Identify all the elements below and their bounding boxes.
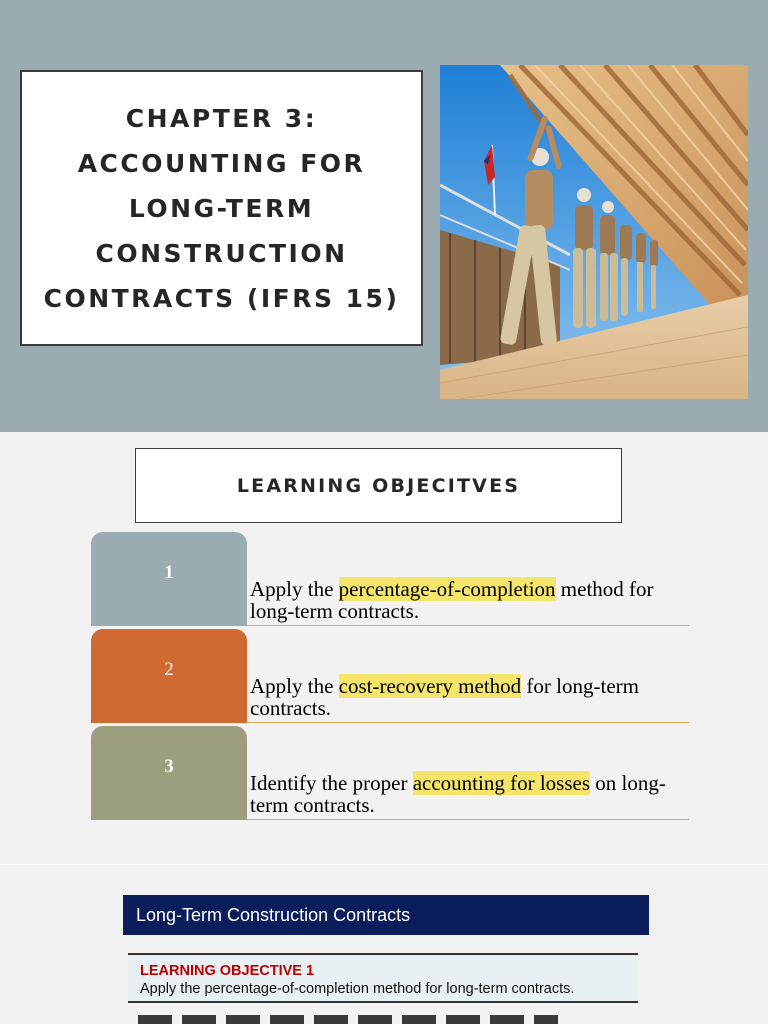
- slide-long-term-contracts: [0, 864, 768, 1024]
- objective-number-1: 1: [164, 562, 174, 583]
- objective-number-box-2: [91, 629, 247, 723]
- learning-objectives-title: LEARNING OBJECITVES: [236, 474, 521, 497]
- title-line-1: CHAPTER 3:: [125, 103, 318, 133]
- learning-objective-band: [128, 953, 638, 1003]
- objective-divider-1: [247, 625, 689, 626]
- objective-highlight-3: accounting for losses: [412, 771, 590, 795]
- learning-objective-title: LEARNING OBJECTIVE 1: [140, 963, 315, 979]
- construction-workers-photo: [440, 65, 748, 399]
- contracts-header-title: Long-Term Construction Contracts: [136, 904, 411, 925]
- objective-row-2: [91, 629, 689, 723]
- contracts-header-bar: [123, 895, 649, 935]
- objective-text-1: Apply the percentage-of-completion method for long-term contracts.: [250, 577, 654, 623]
- objective-text-2: Apply the cost-recovery method for long-term contracts.: [250, 674, 639, 720]
- title-line-3: LONG-TERM: [128, 193, 315, 223]
- learning-objectives-header: [135, 448, 622, 523]
- cut-off-heading: [138, 1015, 558, 1024]
- objective-highlight-2: cost-recovery method: [338, 674, 522, 698]
- title-line-5: CONTRACTS (IFRS 15): [43, 283, 400, 313]
- learning-objective-description: Apply the percentage-of-completion method for long-term contracts.: [140, 981, 575, 997]
- slide-learning-objectives: [0, 432, 768, 864]
- chapter-title-box: [20, 70, 423, 346]
- objective-number-box-3: [91, 726, 247, 820]
- objective-text-3: Identify the proper accounting for losses on long-term contracts.: [250, 771, 666, 817]
- objective-number-3: 3: [164, 756, 174, 777]
- objective-highlight-1: percentage-of-completion: [338, 577, 556, 601]
- objective-row-3: [91, 726, 689, 820]
- chapter-title: [44, 96, 400, 321]
- objective-divider-2: [247, 722, 689, 723]
- title-line-4: CONSTRUCTION: [95, 238, 348, 268]
- slide-chapter-title: [0, 0, 768, 432]
- objective-number-2: 2: [164, 659, 174, 680]
- objective-divider-3: [247, 819, 689, 820]
- objective-number-box-1: [91, 532, 247, 626]
- objective-row-1: [91, 532, 689, 626]
- title-line-2: ACCOUNTING FOR: [77, 148, 366, 178]
